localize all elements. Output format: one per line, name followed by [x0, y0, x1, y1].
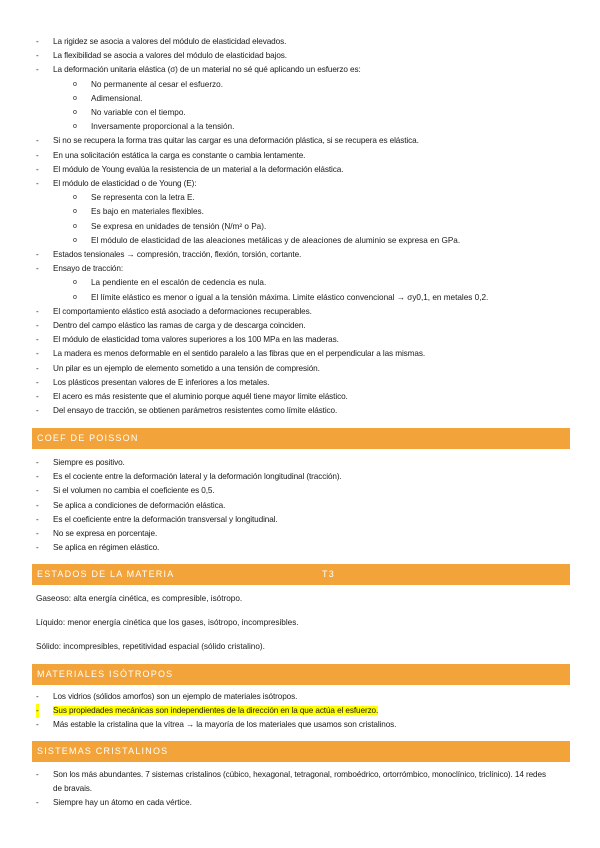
list-item-highlighted: - Sus propiedades mecánicas son independientes de la dirección en la que actúa el esfuerzo.	[0, 704, 600, 718]
sub-list-item: o Se representa con la letra E.	[73, 193, 195, 203]
list-item: - En una solicitación estática la carga es constante o cambia lentamente.	[36, 150, 306, 160]
sub-list-item: o No permanente al cesar el esfuerzo.	[73, 79, 223, 89]
list-item: - El módulo de Young evalúa la resistencia de un material a la deformación elástica.	[36, 164, 344, 174]
poisson-list	[0, 456, 600, 555]
list-item: - Si el volumen no cambia el coeficiente es 0,5.	[36, 486, 215, 496]
sub-list-item: o Inversamente proporcional a la tensión.	[73, 122, 235, 132]
list-item: - La flexibilidad se asocia a valores del módulo de elasticidad bajos.	[36, 51, 287, 61]
sub-list-item: o No variable con el tiempo.	[73, 108, 186, 118]
list-item: - Se aplica a condiciones de deformación elástica.	[36, 500, 226, 510]
sistemas-list	[0, 768, 600, 811]
section-header-sistemas: SISTEMAS CRISTALINOS	[32, 741, 570, 762]
sub-list-item: o El módulo de elasticidad de las aleaciones metálicas y de aleaciones de aluminio se expresa en GPa.	[73, 235, 461, 245]
sub-list-item: o Se expresa en unidades de tensión (N/m² o Pa).	[73, 221, 267, 231]
properties-list	[0, 35, 600, 418]
list-item: - La deformación unitaria elástica (σ) de un material no sé qué aplicando un esfuerzo es:	[36, 65, 361, 75]
list-item: - Es el cociente entre la deformación lateral y la deformación longitudinal (tracción).	[36, 472, 342, 482]
list-item: - El módulo de elasticidad toma valores superiores a los 100 MPa en las maderas.	[36, 335, 339, 345]
list-item: - La rigidez se asocia a valores del módulo de elasticidad elevados.	[36, 37, 287, 46]
list-item: - Siempre hay un átomo en cada vértice.	[36, 798, 192, 808]
list-item: - Un pilar es un ejemplo de elemento sometido a una tensión de compresión.	[36, 363, 320, 373]
sub-list-item: o El límite elástico es menor o igual a la tensión máxima. Limite elástico convencional → σy0,1, en metales 0,2.	[73, 292, 489, 302]
list-item: - No se expresa en porcentaje.	[36, 529, 158, 539]
paragraph-liquido: Líquido: menor energía cinética que los gases, isótropo, incompresibles.	[36, 618, 299, 627]
highlighted-text: Sus propiedades mecánicas son independientes de la dirección en la que actúa el esfuerzo.	[53, 706, 379, 716]
isotropos-list	[0, 690, 600, 733]
section-header-estados: ESTADOS DE LA MATERIA T3	[32, 564, 570, 585]
list-item: - Del ensayo de tracción, se obtienen parámetros resistentes como límite elástico.	[36, 406, 338, 416]
list-item: - Si no se recupera la forma tras quitar las cargar es una deformación plástica, si se recupera es elástica.	[36, 136, 419, 146]
list-item: - Siempre es positivo.	[36, 458, 125, 467]
section-header-isotropos: MATERIALES ISÓTROPOS	[32, 664, 570, 685]
list-item: - Estados tensionales → compresión, tracción, flexión, torsión, cortante.	[36, 250, 302, 260]
list-item: - El comportamiento elástico está asociado a deformaciones recuperables.	[36, 306, 312, 316]
list-item: - Dentro del campo elástico las ramas de carga y de descarga coinciden.	[36, 321, 306, 331]
paragraph-gaseoso: Gaseoso: alta energía cinética, es compresible, isótropo.	[36, 594, 243, 603]
sub-list-item: o La pendiente en el escalón de cedencia es nula.	[73, 278, 267, 288]
sub-list-item: o Adimensional.	[73, 93, 143, 103]
list-item: - Son los más abundantes. 7 sistemas cristalinos (cúbico, hexagonal, tetragonal, romboédrico, ortorrómbico, monoclínico, triclínico). 14 redes de bravais.	[36, 770, 546, 794]
list-item: - Más estable la cristalina que la vítrea → la mayoría de los materiales que usamos son cristalinos.	[36, 720, 397, 730]
list-item: - Es el coeficiente entre la deformación transversal y longitudinal.	[36, 514, 278, 524]
paragraph-solido: Sólido: incompresibles, repetitividad espacial (sólido cristalino).	[36, 642, 265, 651]
list-item: - Los vidrios (sólidos amorfos) son un ejemplo de materiales isótropos.	[36, 692, 298, 701]
list-item: - Los plásticos presentan valores de E inferiores a los metales.	[36, 377, 270, 387]
topic-tag: T3	[322, 569, 335, 579]
list-item: - La madera es menos deformable en el sentido paralelo a las fibras que en el perpendicular a las mismas.	[36, 349, 425, 359]
sub-list-item: o Es bajo en materiales flexibles.	[73, 207, 204, 217]
list-item: - Se aplica en régimen elástico.	[36, 543, 160, 553]
list-item: - El módulo de elasticidad o de Young (E):	[36, 179, 197, 189]
section-header-poisson: COEF DE POISSON	[32, 428, 570, 449]
list-item: - El acero es más resistente que el aluminio porque aquél tiene mayor límite elástico.	[36, 392, 348, 402]
list-item: - Ensayo de tracción:	[36, 264, 124, 274]
